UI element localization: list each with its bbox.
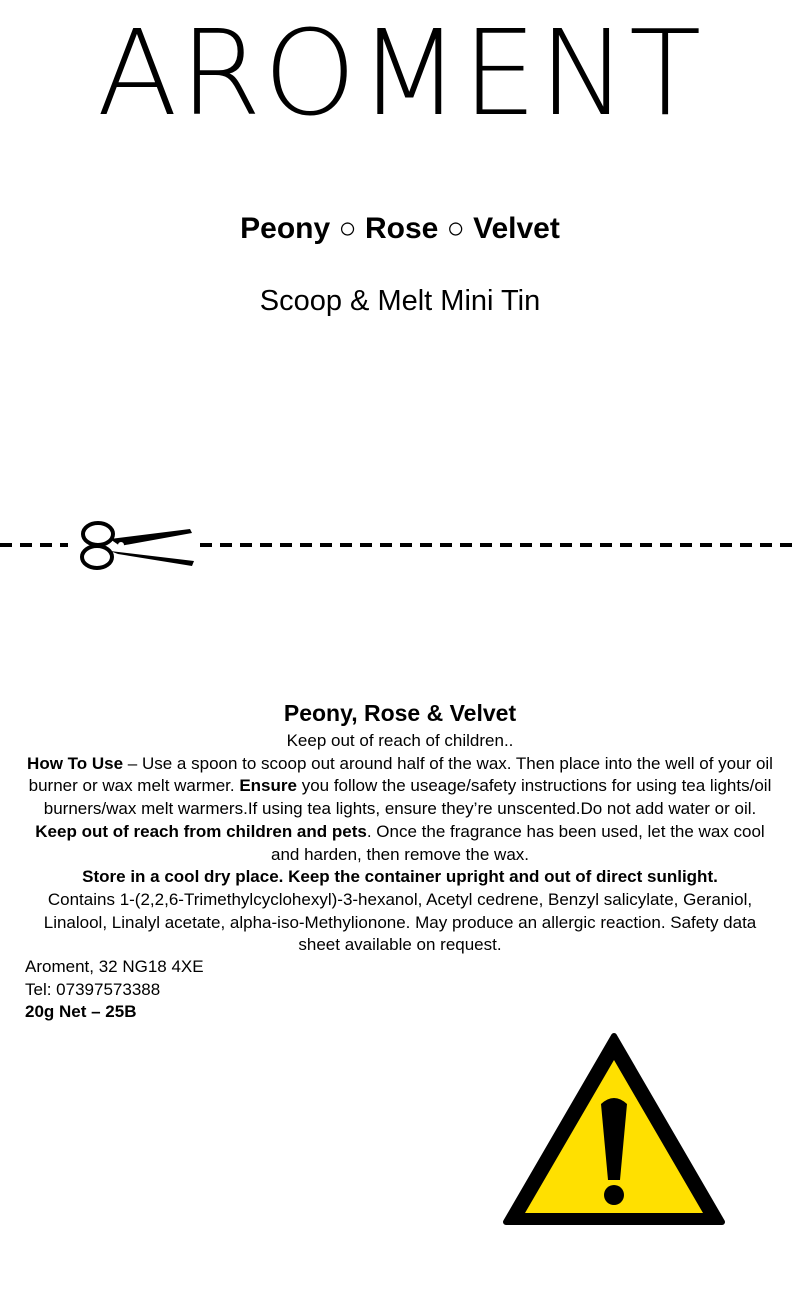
ensure-word: Ensure xyxy=(239,776,297,796)
how-to-use-text: – Use a spoon to scoop out around half of the wax. Then place into the well of your oil burner or wax melt warmer. xyxy=(28,753,773,796)
how-to-use-heading: How To Use xyxy=(27,753,124,773)
label-title: Peony, Rose & Velvet xyxy=(283,700,517,726)
storage-instructions: Store in a cool dry place. Keep the container upright and out of direct sunlight. xyxy=(82,867,718,887)
cut-line xyxy=(0,513,800,573)
how-to-use-paragraph xyxy=(0,753,800,867)
brand-logo: AROMENT xyxy=(96,4,704,142)
address: Aroment, 32 NG18 4XE xyxy=(25,957,204,976)
scissors-icon xyxy=(68,523,198,568)
contact-block xyxy=(25,956,204,1024)
warning-triangle-icon xyxy=(500,1030,728,1230)
scent-name: Peony ○ Rose ○ Velvet xyxy=(240,212,560,245)
label-text-block xyxy=(0,698,800,957)
telephone: Tel: 07397573388 xyxy=(25,979,161,999)
keep-out-notice: Keep out of reach of children.. xyxy=(286,731,514,750)
net-weight: 20g Net – 25B xyxy=(25,1002,137,1022)
ingredients-list: Contains 1-(2,2,6-Trimethylcyclohexyl)-3-hexanol, Acetyl cedrene, Benzyl salicylate, Geraniol, Linalool, Linalyl acetate, alpha-iso-Methylionone. May produce an allergic reaction. Safety data sheet available on request. xyxy=(43,889,757,955)
pets-warning: Keep out of reach from children and pets xyxy=(35,821,367,841)
how-to-use-text: you follow the useage/safety instructions for using tea lights/oil burners/wax melt warmers.If using tea lights, ensure they’re unscented.Do not add water or oil. xyxy=(43,776,772,819)
product-type: Scoop & Melt Mini Tin xyxy=(259,285,541,317)
how-to-use-text: . Once the fragrance has been used, let the wax cool and harden, then remove the wax. xyxy=(271,821,765,864)
